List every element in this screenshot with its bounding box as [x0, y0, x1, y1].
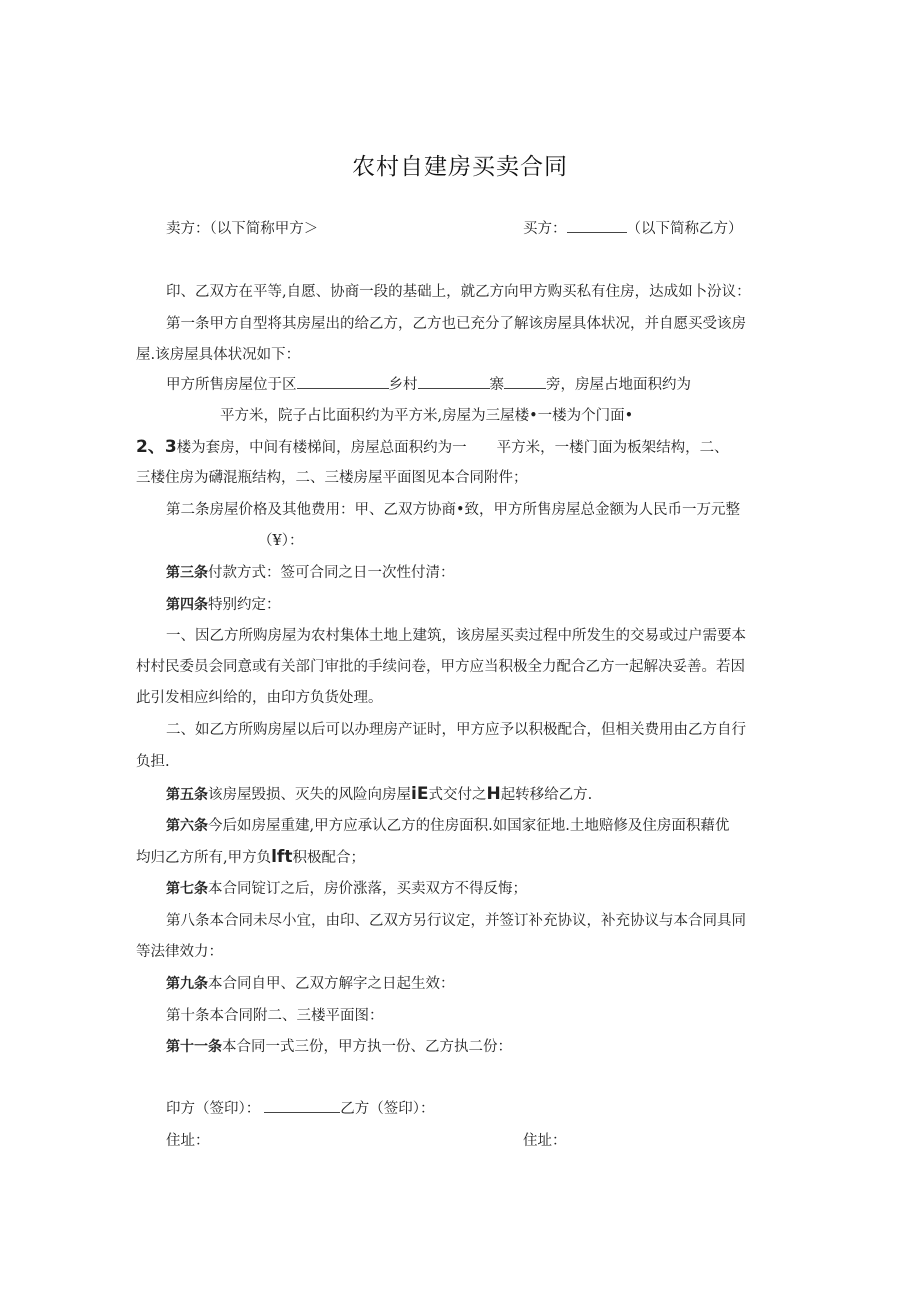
article-5-label: 第五条: [166, 787, 208, 803]
location-line3: [136, 436, 729, 459]
clause-2-line1: 二、如乙方所购房屋以后可以办理房产证时，甲方应予以积极配合，但相关费用由乙方自行: [166, 722, 746, 738]
clause-1-line2: 村村民委员会同意或有关部门审批的手续问卷，甲方应当积极全力配合乙方一起解决妥善。若因: [136, 659, 745, 675]
article-6-line2-a: 均归乙方所有,甲方负: [136, 850, 272, 866]
article-6-line2: [136, 846, 365, 869]
article-1-line1: 第一条甲方自型将其房屋出的给乙方，乙方也已充分了解该房屋具体状况，并自愿买受该房: [166, 316, 746, 332]
article-3: [166, 562, 455, 584]
article-11-label: 第十一条: [166, 1039, 222, 1055]
location-zhai-label: 寨: [489, 377, 504, 393]
page-title: 农村自建房买卖合同: [352, 154, 568, 180]
district-blank: [297, 374, 389, 389]
article-7-label: 第七条: [166, 881, 208, 897]
clause-1-line3: 此引发相应纠给的，由印方负货处理。: [136, 690, 383, 706]
article-5-glyph-b: H: [486, 784, 501, 804]
party-a-signature-blank: [264, 1098, 340, 1113]
article-9: [166, 973, 455, 995]
party-a-signature-label: 印方（签印）：: [166, 1101, 261, 1117]
article-9-text: 本合同自甲、乙双方解字之日起生效：: [208, 976, 455, 992]
article-5-text-c: 起转移给乙方.: [500, 787, 593, 803]
location-line4: 三楼住房为礴混瓶结构，二、三楼房屋平面图见本合同附件；: [136, 470, 528, 486]
article-2-line2: （¥）：: [258, 533, 304, 549]
article-6-line1: [166, 815, 729, 837]
article-9-label: 第九条: [166, 976, 208, 992]
article-6-text: 今后如房屋重建,甲方应承认乙方的住房面积.如国家征地.土地赔修及住房面积藉优: [208, 818, 730, 834]
party-b-address-label: 住址：: [523, 1133, 567, 1149]
party-b-signature-label: 乙方（签印）：: [340, 1101, 435, 1117]
article-4-label: 第四条: [166, 597, 208, 613]
village-blank: [418, 374, 490, 389]
article-11-text: 本合同一式三份，甲方执一份、乙方执二份：: [222, 1039, 512, 1055]
article-4-text: 特别约定：: [208, 597, 281, 613]
floor-number: 2、3: [136, 437, 177, 457]
seller-line: 卖方：（以下简称甲方＞: [166, 221, 319, 237]
article-10: 第十条本合同附二、三楼平面图：: [166, 1008, 384, 1024]
zhai-blank: [504, 374, 546, 389]
buyer-label: 买方：: [523, 221, 567, 237]
article-3-text: 付款方式：签可合同之日一次性付清：: [208, 565, 455, 581]
buyer-blank: [567, 218, 627, 233]
buyer-line: [523, 218, 743, 240]
article-7: [166, 878, 527, 900]
location-district-label: 甲方所售房屋位于区: [166, 377, 297, 393]
article-5-text-a: 该房屋毁损、灭失的风险向房屋: [208, 787, 411, 803]
article-5: [166, 783, 592, 806]
article-6-glyph: lft: [271, 847, 293, 867]
article-2-line1: 第二条房屋价格及其他费用：甲、乙双方协商•致，甲方所售房屋总金额为人民币一万元整: [166, 502, 741, 518]
clause-2-line2: 负担.: [136, 754, 170, 770]
signature-line: [166, 1098, 435, 1120]
location-line3-text: 楼为套房，中间有楼梯间，房屋总面积约为一: [176, 440, 467, 456]
article-1-line2: 屋.该房屋具体状况如下：: [136, 347, 301, 363]
intro-text: 印、乙双方在平等,自愿、协商一段的基础上，就乙方向甲方购买私有住房，达成如卜汾议：: [166, 284, 751, 300]
article-5-text-b: 式交付之: [428, 787, 487, 803]
article-7-text: 本合同锭订之后，房价涨落，买卖双方不得反悔；: [208, 881, 527, 897]
location-line1: [166, 374, 691, 396]
location-area-label: 旁，房屋占地面积约为: [546, 377, 691, 393]
location-village-label: 乡村: [388, 377, 418, 393]
article-5-glyph-a: iE: [411, 784, 429, 804]
article-4: [166, 594, 281, 616]
clause-1-line1: 一、因乙方所购房屋为农村集体土地上建筑，该房屋买卖过程中所发生的交易或过户需要本: [166, 628, 746, 644]
article-8-line2: 等法律效力：: [136, 944, 223, 960]
location-line2: 平方米，院子占比面积约为平方米,房屋为三屋楼•一楼为个门面•: [220, 408, 634, 424]
party-a-address-label: 住址：: [166, 1133, 210, 1149]
buyer-suffix: （以下简称乙方）: [626, 221, 743, 237]
article-6-label: 第六条: [166, 818, 208, 834]
article-11: [166, 1036, 512, 1058]
location-line3-tail: 平方米，一楼门面为板架结构，二、: [496, 440, 729, 456]
article-6-line2-b: 积极配合；: [292, 850, 365, 866]
article-3-label: 第三条: [166, 565, 208, 581]
article-8-line1: 第八条本合同未尽小宜，由印、乙双方另行议定，并签订补充协议，补充协议与本合同具同: [166, 913, 746, 929]
